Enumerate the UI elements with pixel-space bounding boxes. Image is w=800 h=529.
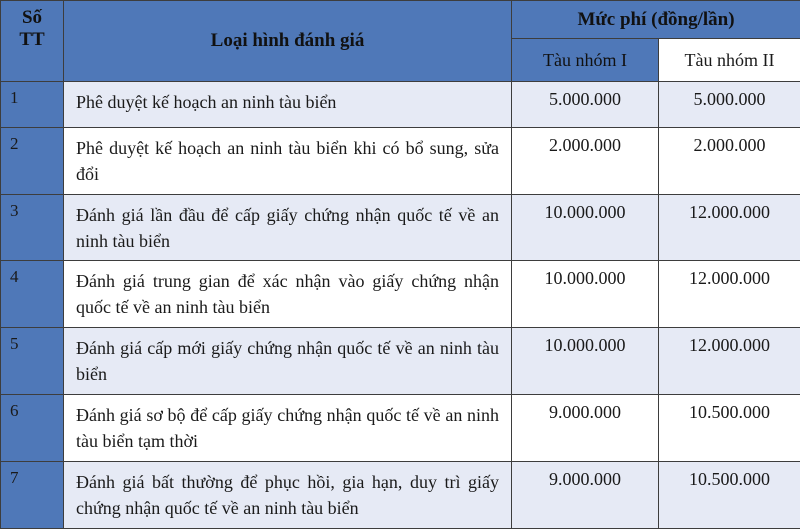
header-stt-line2: TT xyxy=(19,29,45,50)
table-row xyxy=(1,194,800,261)
row-fee-group1: 9.000.000 xyxy=(512,395,659,462)
row-fee-group2: 12.000.000 xyxy=(659,261,800,328)
row-desc: Đánh giá cấp mới giấy chứng nhận quốc tế về an ninh tàu biển xyxy=(64,328,512,395)
row-stt: 6 xyxy=(1,395,64,462)
row-desc: Đánh giá sơ bộ để cấp giấy chứng nhận quốc tế về an ninh tàu biển tạm thời xyxy=(64,395,512,462)
table-row xyxy=(1,328,800,395)
header-stt-line1: Số xyxy=(21,7,43,28)
header-group2: Tàu nhóm II xyxy=(659,39,800,82)
table-row xyxy=(1,462,800,529)
row-stt: 3 xyxy=(1,194,64,261)
header-fee: Mức phí (đồng/lần) xyxy=(512,1,800,39)
header-stt xyxy=(1,1,64,82)
row-fee-group1: 10.000.000 xyxy=(512,328,659,395)
row-fee-group1: 2.000.000 xyxy=(512,127,659,194)
row-fee-group2: 10.500.000 xyxy=(659,462,800,529)
header-group1: Tàu nhóm I xyxy=(512,39,659,82)
row-fee-group1: 9.000.000 xyxy=(512,462,659,529)
row-desc: Phê duyệt kế hoạch an ninh tàu biển xyxy=(64,82,512,128)
row-desc: Đánh giá trung gian để xác nhận vào giấy chứng nhận quốc tế về an ninh tàu biển xyxy=(64,261,512,328)
row-fee-group1: 5.000.000 xyxy=(512,82,659,128)
table-row xyxy=(1,127,800,194)
table-row xyxy=(1,82,800,128)
row-fee-group2: 10.500.000 xyxy=(659,395,800,462)
row-desc: Đánh giá bất thường để phục hồi, gia hạn, duy trì giấy chứng nhận quốc tế về an ninh tàu biển xyxy=(64,462,512,529)
row-fee-group2: 2.000.000 xyxy=(659,127,800,194)
row-stt: 5 xyxy=(1,328,64,395)
row-stt: 1 xyxy=(1,82,64,128)
table-row xyxy=(1,395,800,462)
row-desc: Đánh giá lần đầu để cấp giấy chứng nhận quốc tế về an ninh tàu biển xyxy=(64,194,512,261)
row-stt: 7 xyxy=(1,462,64,529)
header-type: Loại hình đánh giá xyxy=(64,1,512,82)
row-fee-group2: 5.000.000 xyxy=(659,82,800,128)
row-fee-group1: 10.000.000 xyxy=(512,194,659,261)
row-fee-group2: 12.000.000 xyxy=(659,194,800,261)
row-stt: 2 xyxy=(1,127,64,194)
row-stt: 4 xyxy=(1,261,64,328)
row-desc: Phê duyệt kế hoạch an ninh tàu biển khi có bổ sung, sửa đổi xyxy=(64,127,512,194)
row-fee-group1: 10.000.000 xyxy=(512,261,659,328)
row-fee-group2: 12.000.000 xyxy=(659,328,800,395)
table-row xyxy=(1,261,800,328)
